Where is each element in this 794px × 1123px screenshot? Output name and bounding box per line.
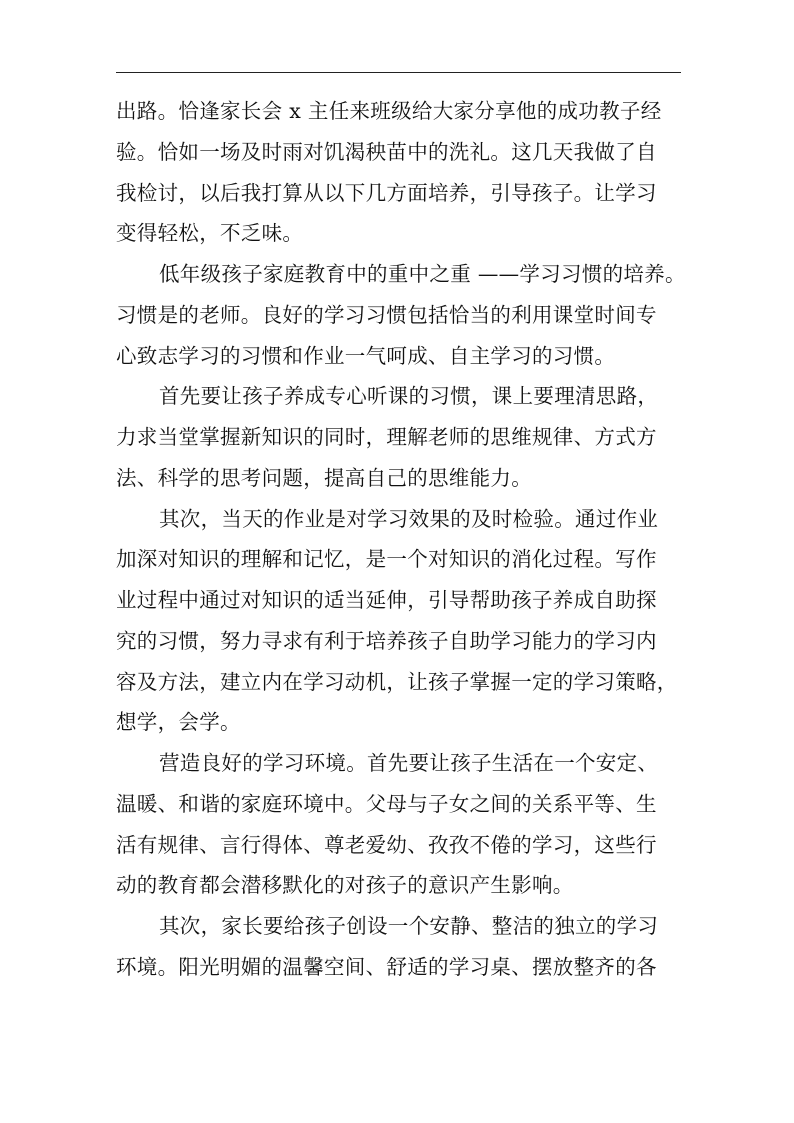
paragraph	[116, 259, 686, 381]
paragraph	[116, 96, 681, 259]
text-line: 我检讨，以后我打算从以下几方面培养，引导孩子。让学习	[116, 180, 657, 205]
text-line: 温暖、和谐的家庭环境中。父母与子女之间的关系平等、生	[116, 791, 657, 816]
paragraph	[116, 381, 681, 503]
text-line: 出路。恰逢家长会 x 主任来班级给大家分享他的成功教子经	[116, 99, 662, 123]
text-line: 力求当堂掌握新知识的同时，理解老师的思维规律、方式方	[116, 425, 657, 449]
text-line: 变得轻松，不乏味。	[116, 221, 304, 246]
text-line: 验。恰如一场及时雨对饥渴秧苗中的洗礼。这几天我做了自	[116, 139, 657, 164]
text-line: 究的习惯，努力寻求有利于培养孩子自助学习能力的学习内	[116, 628, 657, 653]
header-rule	[116, 72, 681, 73]
text-line: 容及方法，建立内在学习动机，让孩子掌握一定的学习策略，	[116, 669, 678, 694]
paragraph	[116, 748, 681, 911]
document-body	[116, 96, 686, 993]
paragraph	[116, 911, 681, 993]
text-line: 低年级孩子家庭教育中的重中之重 ——学习习惯的培养。	[159, 262, 686, 286]
text-line: 习惯是的老师。良好的学习习惯包括恰当的利用课堂时间专	[116, 302, 657, 327]
text-line: 心致志学习的习惯和作业一气呵成、自主学习的习惯。	[116, 343, 616, 368]
text-line: 加深对知识的理解和记忆，是一个对知识的消化过程。写作	[116, 547, 657, 572]
text-line: 其次，当天的作业是对学习效果的及时检验。通过作业	[159, 506, 659, 531]
text-line: 首先要让孩子养成专心听课的习惯，课上要理清思路，	[159, 384, 659, 409]
text-line: 动的教育都会潜移默化的对孩子的意识产生影响。	[116, 873, 574, 898]
text-line: 法、科学的思考问题，提高自己的思维能力。	[116, 465, 532, 490]
text-line: 营造良好的学习环境。首先要让孩子生活在一个安定、	[159, 751, 659, 775]
text-line: 环境。阳光明媚的温馨空间、舒适的学习桌、摆放整齐的各	[116, 954, 657, 979]
text-line: 想学，会学。	[116, 710, 241, 735]
text-line: 活有规律、言行得体、尊老爱幼、孜孜不倦的学习，这些行	[116, 832, 657, 857]
text-line: 业过程中通过对知识的适当延伸，引导帮助孩子养成自助探	[116, 588, 657, 612]
text-line: 其次，家长要给孩子创设一个安静、整洁的独立的学习	[159, 914, 659, 938]
paragraph	[116, 504, 681, 749]
